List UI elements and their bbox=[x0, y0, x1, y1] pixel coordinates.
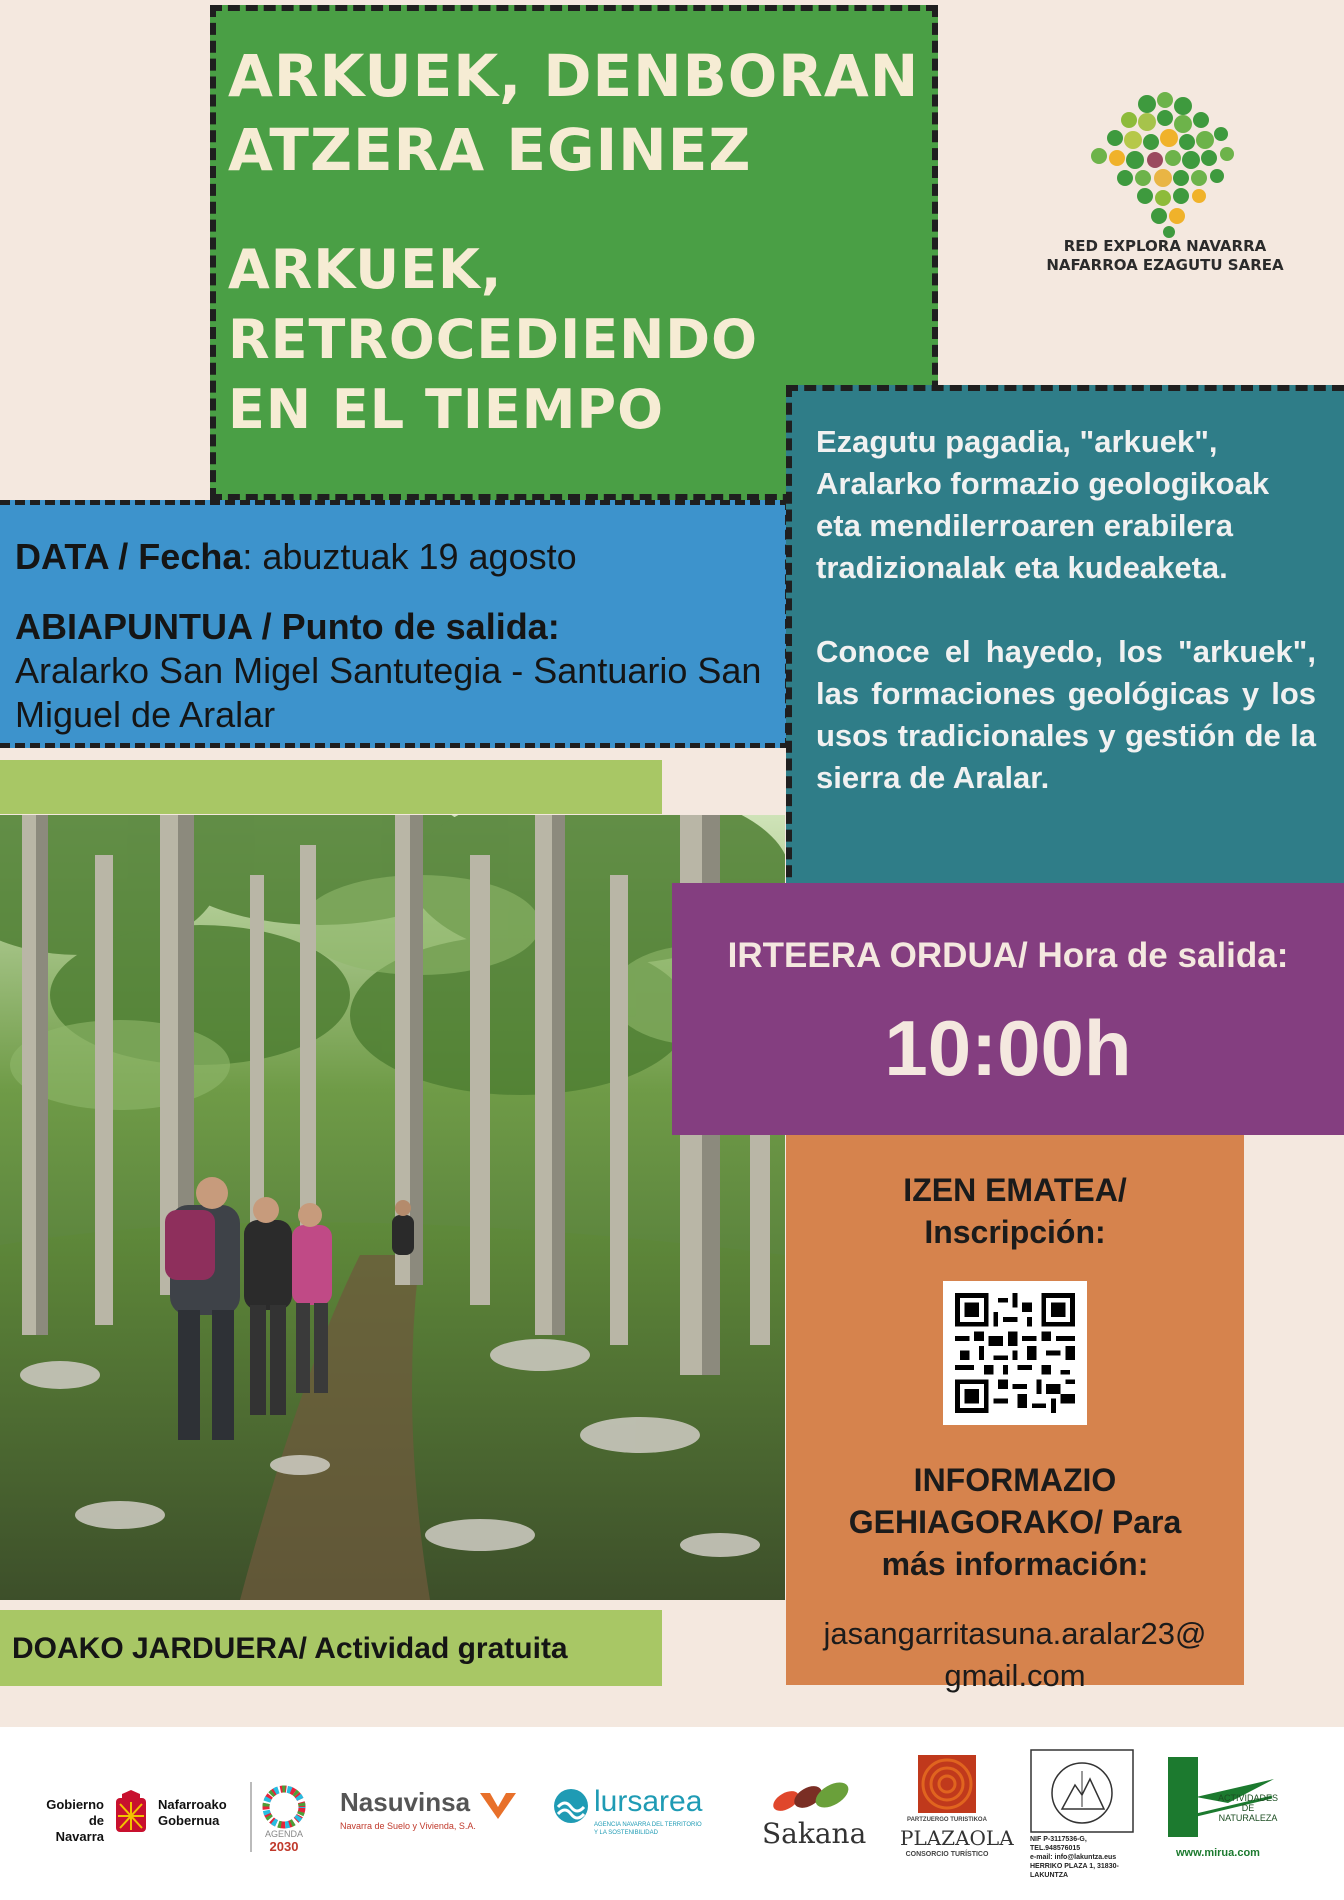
lakuntza-line-3: HERRIKO PLAZA 1, 31830-LAKUNTZA bbox=[1030, 1863, 1119, 1879]
logo-line-1: RED EXPLORA NAVARRA bbox=[1063, 237, 1267, 255]
description-es: Conoce el hayedo, los "arkuek", las formaciones geológicas y los usos tradicionales y gestión de la sierra de Aralar. bbox=[816, 634, 1316, 795]
green-strip bbox=[0, 760, 662, 814]
lursarea-name: lursarea bbox=[594, 1785, 703, 1818]
nasuvinsa-y-icon bbox=[478, 1789, 518, 1825]
title-line-1: ARKUEK, DENBORAN bbox=[228, 42, 920, 110]
dot-cluster-map-icon bbox=[1085, 90, 1245, 240]
info-label-2: GEHIAGORAKO/ Para bbox=[848, 1504, 1182, 1540]
info-label-3: más información: bbox=[881, 1546, 1149, 1582]
plazaola-sub: CONSORCIO TURÍSTICO bbox=[905, 1851, 989, 1858]
forest-hikers-photo bbox=[0, 815, 785, 1600]
plazaola-name: PLAZAOLA bbox=[900, 1826, 1014, 1850]
description-box bbox=[786, 385, 1344, 895]
qr-code[interactable] bbox=[943, 1281, 1087, 1425]
title-line-3: ARKUEK, RETROCEDIENDO bbox=[228, 238, 759, 371]
lursarea-wave-icon bbox=[552, 1787, 590, 1825]
registration-label-1: IZEN EMATEA/ bbox=[903, 1172, 1127, 1208]
mirua-line-3: NATURALEZA bbox=[1218, 1813, 1278, 1823]
sponsor-footer bbox=[0, 1727, 1344, 1900]
nasuvinsa-sub: Navarra de Suelo y Vivienda, S.A. bbox=[340, 1821, 476, 1831]
sakana-leaves-icon bbox=[768, 1779, 854, 1819]
plazaola-top: PARTZUERGO TURISTIKOA bbox=[907, 1817, 987, 1823]
nasuvinsa-name: Nasuvinsa bbox=[340, 1787, 471, 1817]
title-line-2: ATZERA EGINEZ bbox=[228, 116, 752, 184]
contact-email[interactable] bbox=[786, 1613, 1244, 1697]
gov-es-line-1: Gobierno bbox=[46, 1797, 104, 1812]
email-line-2: gmail.com bbox=[944, 1658, 1086, 1693]
start-label: ABIAPUNTUA / Punto de salida: bbox=[15, 606, 560, 647]
qr-code-icon bbox=[955, 1293, 1075, 1413]
date-label: DATA / Fecha bbox=[15, 536, 243, 577]
registration-label-2: Inscripción: bbox=[924, 1214, 1106, 1250]
date-value: : abuztuak 19 agosto bbox=[242, 536, 577, 577]
gov-eu-line-2: Gobernua bbox=[158, 1813, 220, 1828]
departure-time: 10:00h bbox=[884, 1004, 1132, 1092]
plazaola-wood-icon bbox=[918, 1755, 976, 1813]
start-value: Aralarko San Migel Santutegia - Santuario San Miguel de Aralar bbox=[15, 650, 762, 735]
agenda-2030-wheel-icon bbox=[262, 1785, 306, 1829]
title-line-4: EN EL TIEMPO bbox=[228, 378, 665, 441]
start-block bbox=[15, 605, 785, 737]
mirua-text bbox=[1218, 1793, 1278, 1823]
divider bbox=[250, 1782, 252, 1852]
departure-label: IRTEERA ORDUA/ Hora de salida: bbox=[727, 936, 1289, 975]
sakana-name: Sakana bbox=[762, 1817, 867, 1850]
mirua-url[interactable]: www.mirua.com bbox=[1176, 1847, 1260, 1859]
mirua-line-1: ACTIVIDADES bbox=[1218, 1793, 1279, 1803]
agenda-text bbox=[262, 1829, 306, 1854]
agenda-line-2: 2030 bbox=[269, 1839, 299, 1854]
date-box bbox=[0, 500, 790, 748]
info-label-1: INFORMAZIO bbox=[913, 1462, 1117, 1498]
mirua-line-2: DE bbox=[1241, 1803, 1255, 1813]
registration-box bbox=[786, 1135, 1244, 1693]
gov-navarra-text-eu bbox=[158, 1797, 227, 1829]
lakuntza-line-1: NIF P-3117536-G, TEL.948576015 bbox=[1030, 1836, 1087, 1852]
email-line-1: jasangarritasuna.aralar23@ bbox=[823, 1616, 1207, 1651]
lakuntza-info bbox=[1030, 1835, 1136, 1880]
navarra-shield-icon bbox=[108, 1790, 154, 1836]
agenda-line-1: AGENDA bbox=[264, 1829, 303, 1839]
description-eu: Ezagutu pagadia, "arkuek", Aralarko formazio geologikoak eta mendilerroaren erabilera tradizionalak eta kudeaketa. bbox=[816, 424, 1270, 585]
free-activity-banner: DOAKO JARDUERA/ Actividad gratuita bbox=[0, 1610, 662, 1686]
departure-box bbox=[672, 883, 1344, 1135]
gov-es-line-2: de Navarra bbox=[55, 1813, 104, 1844]
lursarea-sub: AGENCIA NAVARRA DEL TERRITORIO Y LA SOSTENIBILIDAD bbox=[594, 1822, 702, 1836]
lakuntza-line-2: e-mail: info@lakuntza.eus bbox=[1030, 1854, 1117, 1861]
lakuntza-stamp-icon bbox=[1030, 1749, 1134, 1833]
date-line bbox=[15, 535, 785, 579]
gov-navarra-text-es bbox=[38, 1797, 104, 1845]
logo-line-2: NAFARROA EZAGUTU SAREA bbox=[1046, 256, 1284, 274]
gov-eu-line-1: Nafarroako bbox=[158, 1797, 227, 1812]
logo-text bbox=[1040, 237, 1290, 275]
